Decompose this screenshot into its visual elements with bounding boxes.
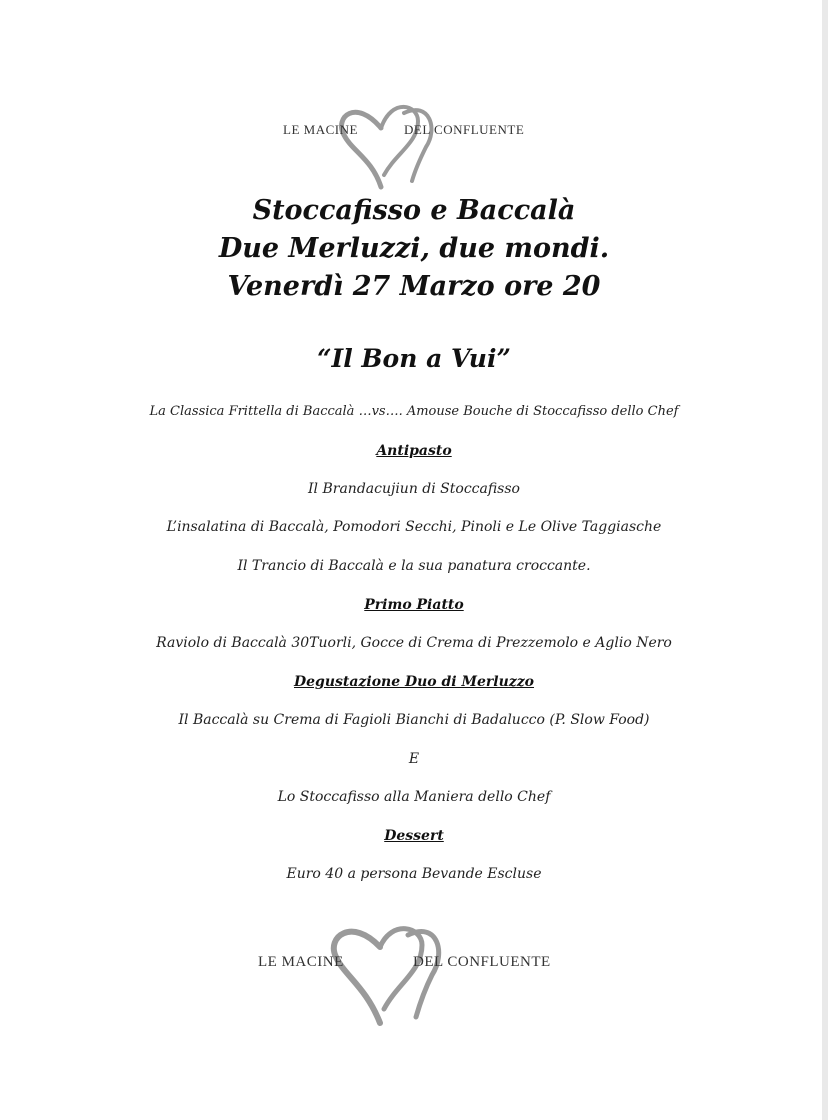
welcome-title: “Il Bon a Vui” — [317, 344, 511, 373]
event-subtitle: Due Merluzzi, due mondi. — [218, 233, 610, 264]
logo-left-text: LE MACINE — [258, 954, 344, 970]
menu-item: Il Trancio di Baccalà e la sua panatura croccante. — [237, 558, 591, 574]
menu-item: Il Brandacujiun di Stoccafisso — [308, 481, 520, 497]
welcome-item: La Classica Frittella di Baccalà …vs…. Amouse Bouche di Stoccafisso dello Chef — [149, 404, 679, 419]
heart-m-logo-icon — [0, 925, 828, 1035]
logo-right-text: DEL CONFLUENTE — [413, 954, 551, 970]
section-antipasto: Antipasto — [376, 443, 452, 459]
logo-bottom — [0, 925, 828, 1035]
logo-right-text: DEL CONFLUENTE — [404, 122, 525, 137]
menu-item: Lo Stoccafisso alla Maniera dello Chef — [277, 789, 551, 805]
section-dessert: Dessert — [384, 828, 444, 844]
price-note: Euro 40 a persona Bevande Escluse — [286, 866, 542, 882]
event-date: Venerdì 27 Marzo ore 20 — [227, 271, 601, 302]
menu-item: L’insalatina di Baccalà, Pomodori Secchi, Pinoli e Le Olive Taggiasche — [166, 519, 662, 535]
menu-item-separator: E — [408, 751, 420, 767]
menu-item: Raviolo di Baccalà 30Tuorli, Gocce di Crema di Prezzemolo e Aglio Nero — [156, 635, 672, 651]
logo-left-text: LE MACINE — [283, 122, 358, 137]
menu-item: Il Baccalà su Crema di Fagioli Bianchi di Badalucco (P. Slow Food) — [178, 712, 650, 728]
section-degustazione: Degustazione Duo di Merluzzo — [293, 674, 535, 690]
event-title: Stoccafisso e Baccalà — [252, 195, 576, 226]
section-primo-piatto: Primo Piatto — [364, 597, 464, 613]
